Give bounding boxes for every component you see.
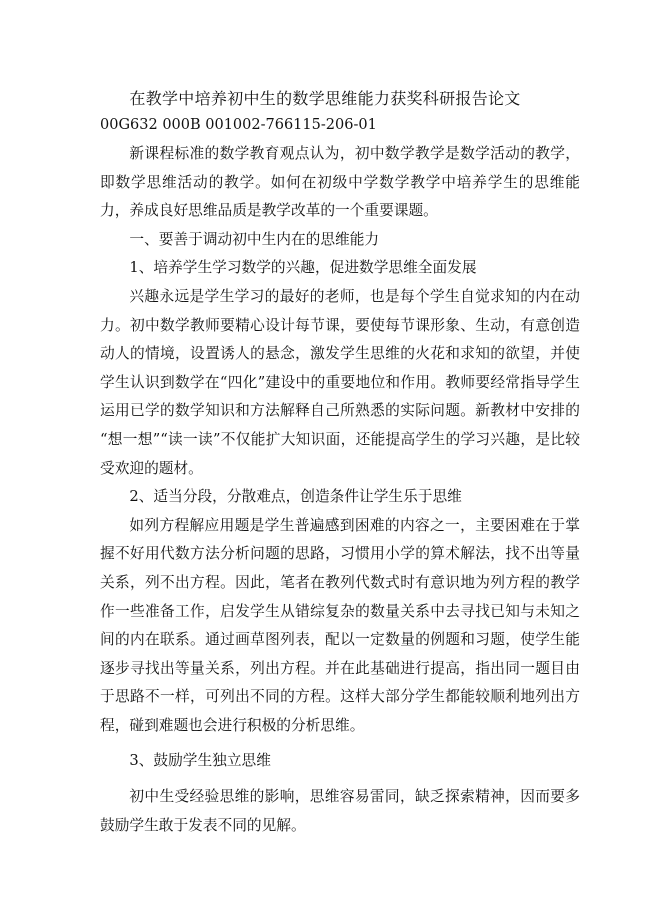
- subsection-heading-1: 1、培养学生学习数学的兴趣，促进数学思维全面发展: [129, 259, 477, 277]
- paragraph-interest: 兴趣永远是学生学习的最好的老师，也是每个学生自觉求知的内在动力。初中数学教师要精心设计每节课，要使每节课形象、生动，有意创造动人的情境，设置诱人的悬念，激发学生思维的火花和求知的欲望，并使学生认识到数学在“四化”建设中的重要地位和作用。教师要经常指导学生运用已学的数学知识和方法解释自己所熟悉的实际问题。新教材中安排的 “想一想”“读一读”不仅能扩大知识面，还能提高学生的学习兴趣，是比较受欢迎的题材。: [100, 287, 580, 477]
- document-code: 00G632 000B 001002-766115-206-01: [100, 117, 377, 133]
- document-title: 在教学中培养初中生的数学思维能力获奖科研报告论文: [129, 89, 521, 108]
- section-heading-1: 一、要善于调动初中生内在的思维能力: [129, 230, 380, 248]
- subsection-heading-2: 2、适当分段，分散难点，创造条件让学生乐于思维: [129, 488, 462, 506]
- paragraph-equations: 如列方程解应用题是学生普遍感到困难的内容之一，主要困难在于掌握不好用代数方法分析问题的思路，习惯用小学的算术解法，找不出等量关系，列不出方程。因此，笔者在教列代数式时有意识地为列方程的教学作一些准备工作，启发学生从错综复杂的数量关系中去寻找已知与未知之间的内在联系。通过画草图列表，配以一定数量的例题和习题，使学生能逐步寻找出等量关系，列出方程。并在此基础进行提高，指出同一题目由于思路不一样，可列出不同的方程。这样大部分学生都能较顺利地列出方程，碰到难题也会进行积极的分析思维。: [100, 516, 580, 734]
- paragraph-independent-thinking: 初中生受经验思维的影响，思维容易雷同，缺乏探索精神，因而要多鼓励学生敢于发表不同的见解。: [100, 788, 580, 834]
- paragraph-intro: 新课程标准的数学教育观点认为，初中数学教学是数学活动的教学，即数学思维活动的教学。如何在初级中学数学教学中培养学生的思维能力，养成良好思维品质是教学改革的一个重要课题。: [100, 145, 580, 220]
- subsection-heading-3: 3、鼓励学生独立思维: [129, 752, 271, 770]
- document-body: [100, 140, 580, 840]
